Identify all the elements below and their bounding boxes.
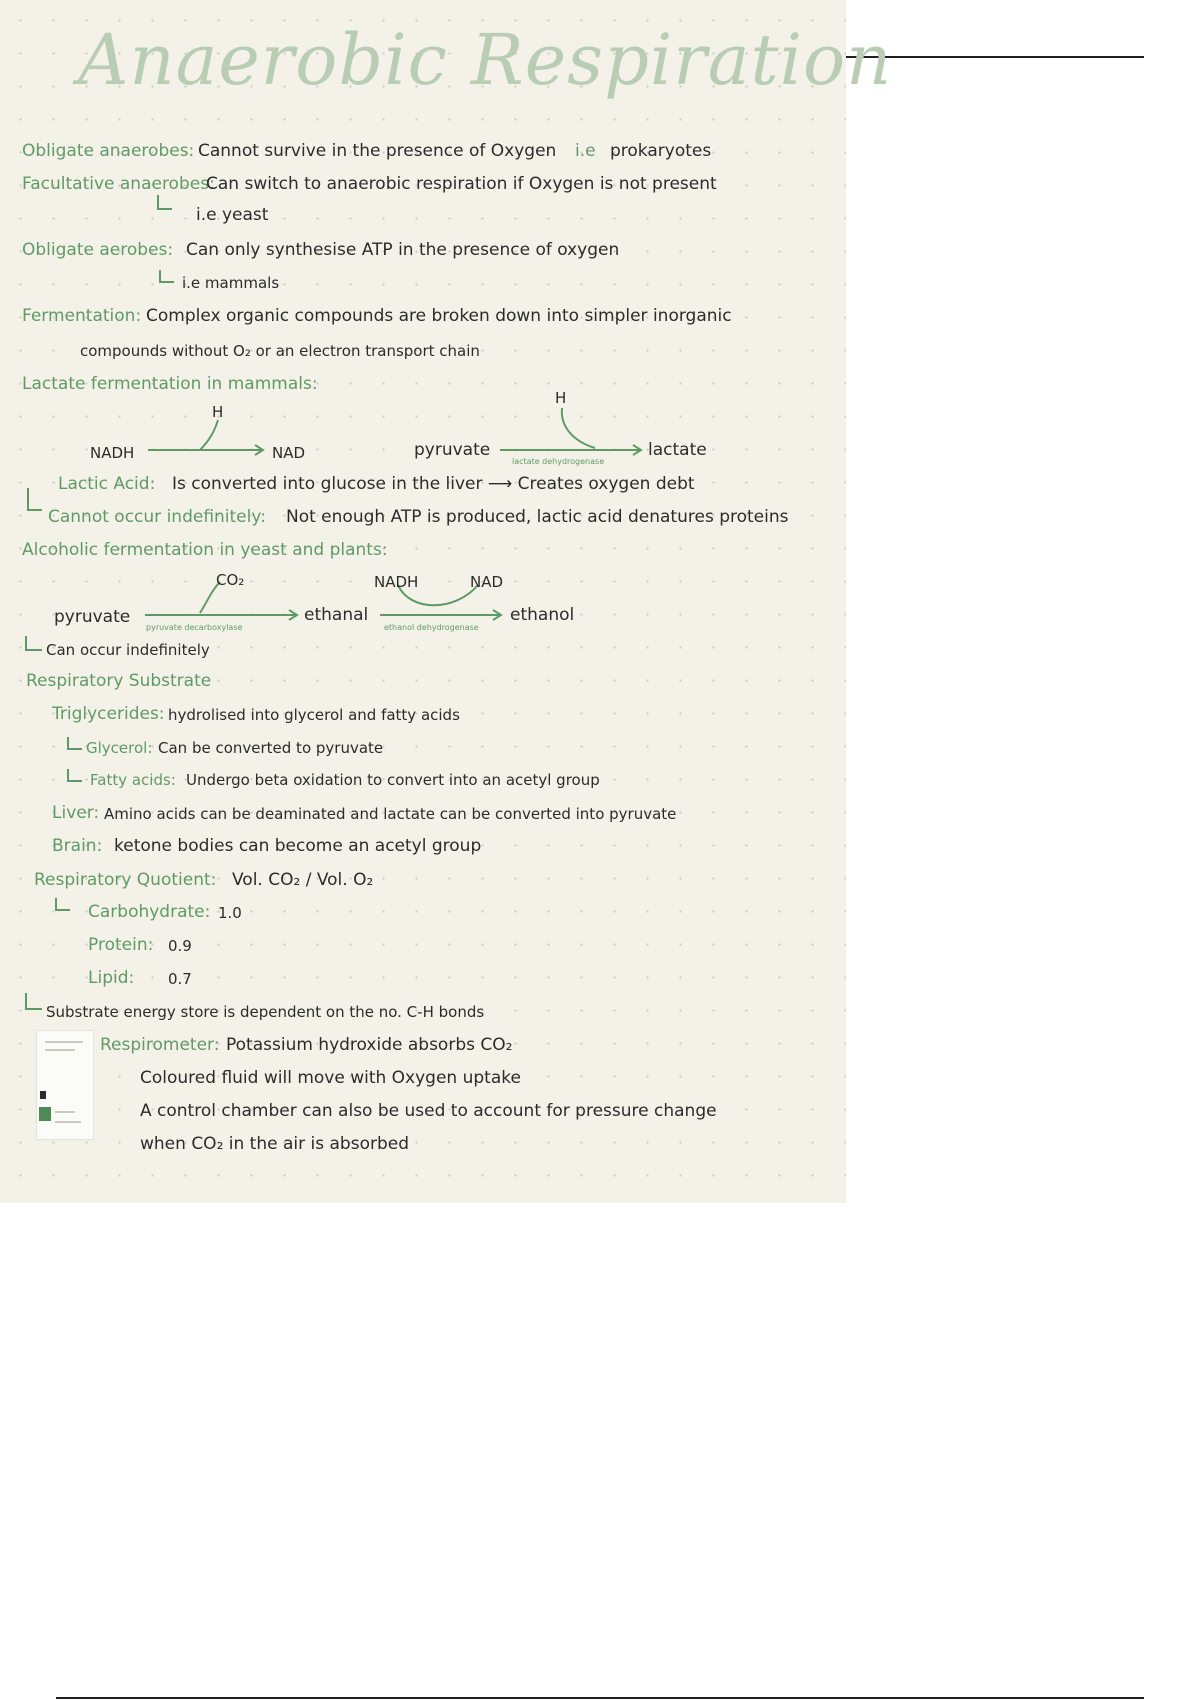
image-line <box>55 1121 81 1123</box>
term-lactic-acid: Lactic Acid: <box>58 474 156 494</box>
text-respiratory-quotient: Vol. CO₂ / Vol. O₂ <box>232 870 374 890</box>
term-obligate-anaerobes: Obligate anaerobes: <box>22 141 195 161</box>
term-carbohydrate: Carbohydrate: <box>88 902 211 922</box>
label-ethanal: ethanal <box>304 605 369 625</box>
image-line <box>45 1041 83 1043</box>
bracket-arrow-icon <box>26 636 42 650</box>
image-block <box>40 1091 46 1099</box>
text-coloured-fluid: Coloured fluid will move with Oxygen uptake <box>140 1068 521 1088</box>
image-fluid <box>39 1107 51 1121</box>
term-fatty-acids: Fatty acids: <box>90 771 176 789</box>
label-alcohol-nadh: NADH <box>374 573 419 591</box>
text-liver: Amino acids can be deaminated and lactate can be converted into pyruvate <box>104 805 677 823</box>
label-lactate-dehydrogenase: lactate dehydrogenase <box>512 457 605 466</box>
text-control-chamber: A control chamber can also be used to account for pressure change <box>140 1101 717 1121</box>
label-nadh: NADH <box>90 444 135 462</box>
label-nad: NAD <box>272 444 306 462</box>
text-obligate-aerobes: Can only synthesise ATP in the presence of oxygen <box>186 240 620 260</box>
label-ethanol-dehydrogenase: ethanol dehydrogenase <box>384 623 479 632</box>
label-ethanol: ethanol <box>510 605 575 625</box>
h-join-arrow-icon <box>562 408 595 448</box>
sub-arrow-icon <box>68 737 82 749</box>
label-h-left: H <box>212 403 224 421</box>
term-lipid: Lipid: <box>88 968 135 988</box>
label-h-right: H <box>555 389 567 407</box>
value-carbohydrate: 1.0 <box>218 904 242 922</box>
text-triglycerides: hydrolised into glycerol and fatty acids <box>168 706 460 724</box>
label-pyruvate: pyruvate <box>414 440 491 460</box>
text-fermentation-2: compounds without O₂ or an electron transport chain <box>80 342 480 360</box>
term-obligate-aerobes: Obligate aerobes: <box>22 240 174 260</box>
term-glycerol: Glycerol: <box>86 739 153 757</box>
sub-arrow-icon <box>56 898 70 910</box>
text-obligate-anaerobes: Cannot survive in the presence of Oxygen <box>198 141 557 161</box>
example-facultative: i.e yeast <box>196 205 269 225</box>
term-liver: Liver: <box>52 803 100 823</box>
label-pyruvate-decarboxylase: pyruvate decarboxylase <box>146 623 243 632</box>
value-lipid: 0.7 <box>168 970 192 988</box>
page-title: Anaerobic Respiration <box>78 19 893 101</box>
text-respirometer: Potassium hydroxide absorbs CO₂ <box>226 1035 513 1055</box>
term-cannot-occur: Cannot occur indefinitely: <box>48 507 266 527</box>
text-can-occur: Can occur indefinitely <box>46 641 210 659</box>
label-alcohol-nad: NAD <box>470 573 504 591</box>
text-substrate-energy: Substrate energy store is dependent on the no. C-H bonds <box>46 1003 485 1021</box>
text-cannot-occur: Not enough ATP is produced, lactic acid denatures proteins <box>286 507 789 527</box>
text-lactic-acid: Is converted into glucose in the liver ⟶ Creates oxygen debt <box>172 474 695 494</box>
example-obligate-anaerobes: prokaryotes <box>610 141 712 161</box>
heading-lactate-fermentation: Lactate fermentation in mammals: <box>22 374 318 394</box>
ie-obligate-anaerobes: i.e <box>575 141 596 161</box>
h-branch-arrow-icon <box>200 420 218 450</box>
footer-rule <box>56 1697 1144 1699</box>
text-fatty-acids: Undergo beta oxidation to convert into an acetyl group <box>186 771 600 789</box>
term-brain: Brain: <box>52 836 103 856</box>
heading-respiratory-substrate: Respiratory Substrate <box>26 671 212 691</box>
text-fermentation: Complex organic compounds are broken down into simpler inorganic <box>146 306 732 326</box>
text-facultative: Can switch to anaerobic respiration if Oxygen is not present <box>206 174 717 194</box>
text-glycerol: Can be converted to pyruvate <box>158 739 384 757</box>
label-lactate: lactate <box>648 440 707 460</box>
term-triglycerides: Triglycerides: <box>52 704 165 724</box>
term-facultative: Facultative anaerobes: <box>22 174 215 194</box>
term-respirometer: Respirometer: <box>100 1035 220 1055</box>
sub-arrow-icon <box>68 769 82 781</box>
sub-arrow-icon <box>158 195 172 209</box>
value-protein: 0.9 <box>168 937 192 955</box>
heading-alcoholic-fermentation: Alcoholic fermentation in yeast and plants: <box>22 540 388 560</box>
text-control-chamber-2: when CO₂ in the air is absorbed <box>140 1134 410 1154</box>
bracket-arrow-icon <box>28 488 42 510</box>
label-alcohol-pyruvate: pyruvate <box>54 607 131 627</box>
term-respiratory-quotient: Respiratory Quotient: <box>34 870 217 890</box>
image-line <box>45 1049 75 1051</box>
respirometer-image <box>36 1030 94 1140</box>
bracket-arrow-icon <box>26 993 42 1009</box>
sub-arrow-icon <box>160 270 174 282</box>
example-obligate-aerobes: i.e mammals <box>182 274 280 292</box>
term-protein: Protein: <box>88 935 154 955</box>
term-fermentation: Fermentation: <box>22 306 142 326</box>
text-brain: ketone bodies can become an acetyl group <box>114 836 482 856</box>
label-co2: CO₂ <box>216 571 245 589</box>
image-line <box>55 1111 75 1113</box>
